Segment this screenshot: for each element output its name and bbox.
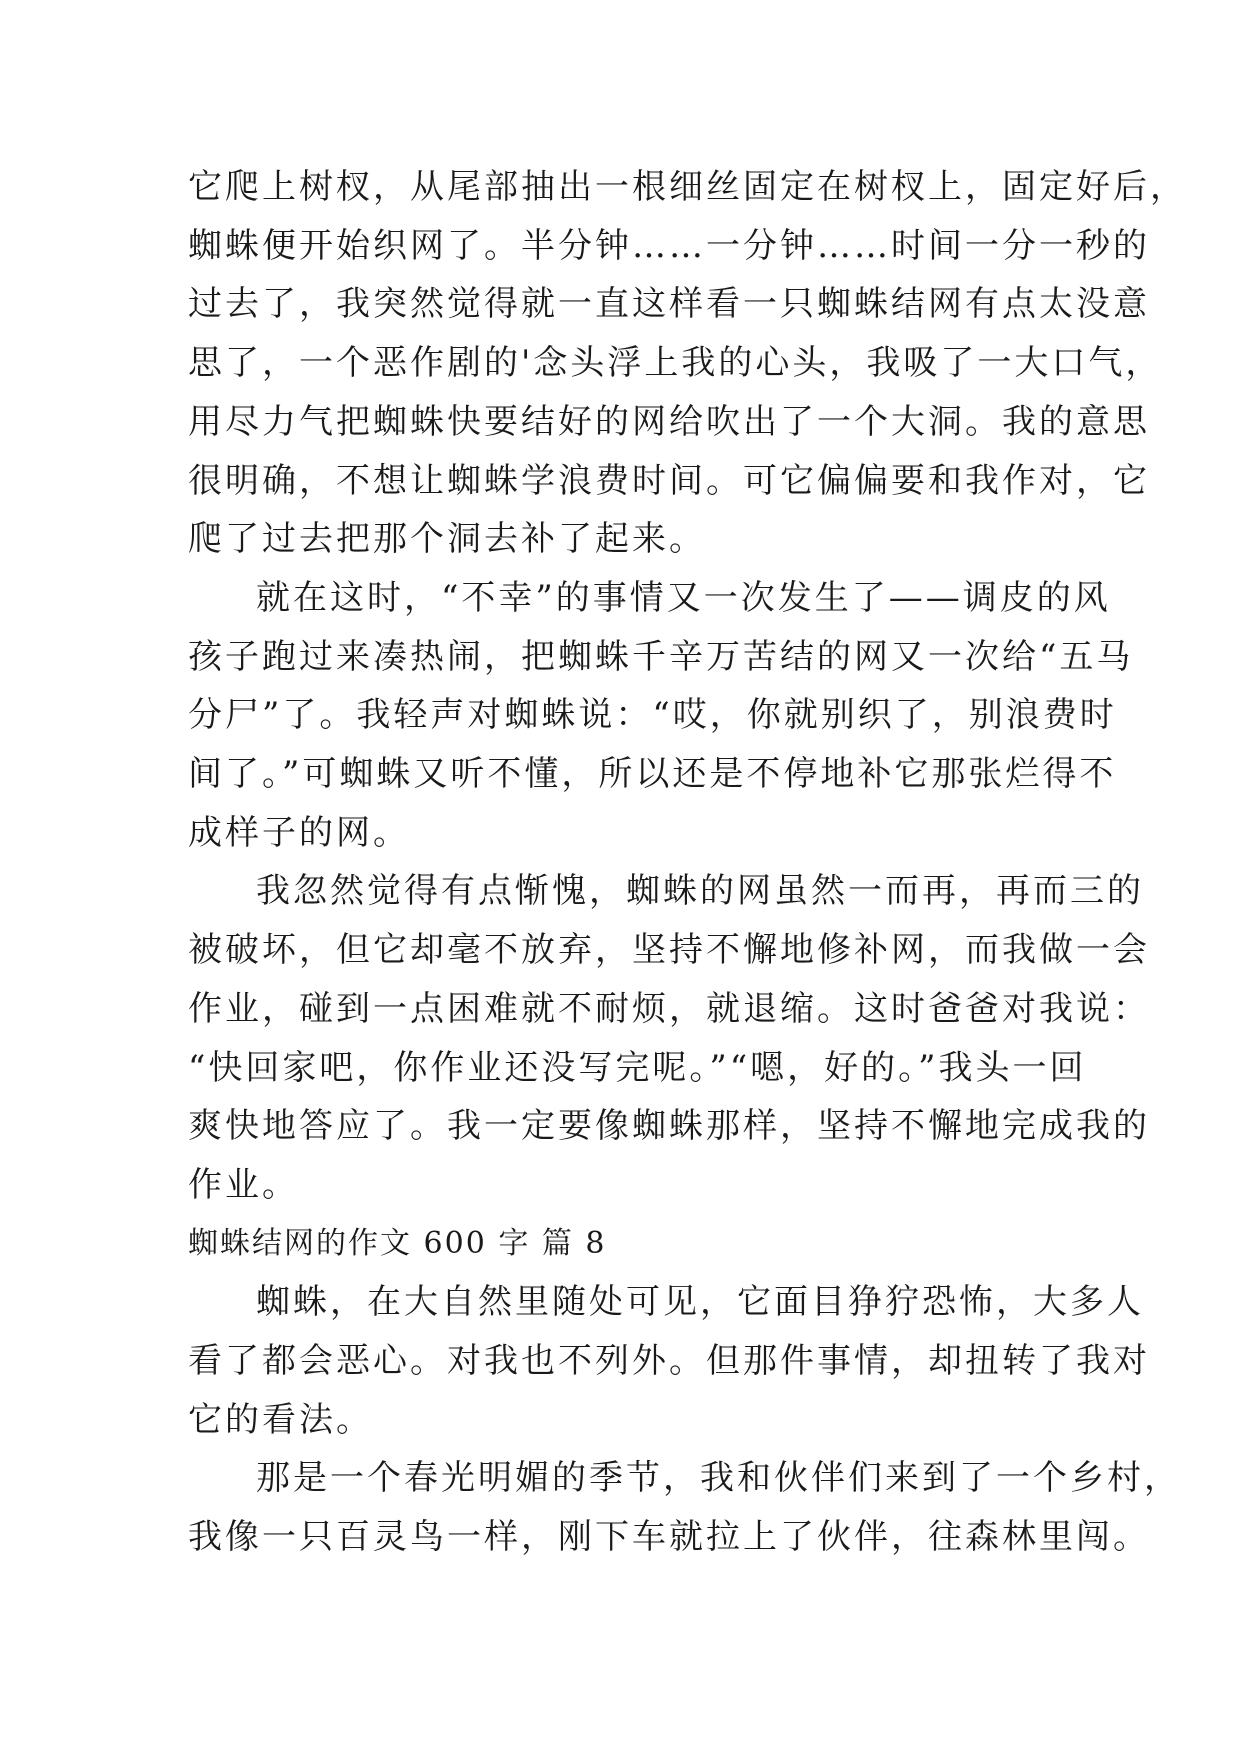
paragraph-2 — [188, 569, 1134, 863]
text-line: 成样子的网。 — [188, 812, 410, 853]
text-line: 很明确，不想让蜘蛛学浪费时间。可它偏偏要和我作对，它 — [188, 460, 1150, 501]
paragraph-1 — [188, 158, 1187, 569]
document-body — [188, 158, 1187, 1567]
paragraph-5 — [188, 1449, 1181, 1566]
text-line: “快回家吧，你作业还没写完呢。”“嗯，好的。”我头一回 — [188, 1047, 1087, 1088]
text-line: 就在这时，“不幸”的事情又一次发生了——调皮的风 — [256, 577, 1111, 618]
text-line: 孩子跑过来凑热闹，把蜘蛛千辛万苦结的网又一次给“五马 — [188, 636, 1134, 677]
text-line: 作业，碰到一点困难就不耐烦，就退缩。这时爸爸对我说： — [188, 988, 1150, 1029]
text-line: 用尽力气把蜘蛛快要结好的网给吹出了一个大洞。我的意思 — [188, 401, 1150, 442]
text-line: 被破坏，但它却毫不放弃，坚持不懈地修补网，而我做一会 — [188, 930, 1150, 971]
text-line: 爽快地答应了。我一定要像蜘蛛那样，坚持不懈地完成我的 — [188, 1106, 1150, 1147]
paragraph-4 — [188, 1273, 1150, 1449]
text-line: 间了。”可蜘蛛又听不懂，所以还是不停地补它那张烂得不 — [188, 754, 1117, 795]
paragraph-3 — [188, 862, 1150, 1214]
text-line: 作业。 — [188, 1164, 299, 1205]
text-line: 蜘蛛，在大自然里随处可见，它面目狰狞恐怖，大多人 — [256, 1282, 1144, 1323]
section-heading: 蜘蛛结网的作文 600 字 篇 8 — [188, 1225, 607, 1261]
text-line: 我像一只百灵鸟一样，刚下车就拉上了伙伴，往森林里闯。 — [188, 1517, 1150, 1558]
text-line: 思了，一个恶作剧的'念头浮上我的心头，我吸了一大口气， — [188, 343, 1163, 384]
text-line: 过去了，我突然觉得就一直这样看一只蜘蛛结网有点太没意 — [188, 284, 1150, 325]
text-line: 分尸”了。我轻声对蜘蛛说：“哎，你就别织了，别浪费时 — [188, 695, 1117, 736]
text-line: 爬了过去把那个洞去补了起来。 — [188, 519, 706, 560]
text-line: 它的看法。 — [188, 1399, 373, 1440]
text-line: 我忽然觉得有点惭愧，蜘蛛的网虽然一而再，再而三的 — [256, 871, 1144, 912]
text-line: 那是一个春光明媚的季节，我和伙伴们来到了一个乡村， — [256, 1458, 1181, 1499]
text-line: 看了都会恶心。对我也不列外。但那件事情，却扭转了我对 — [188, 1341, 1150, 1382]
text-line: 蜘蛛便开始织网了。半分钟……一分钟……时间一分一秒的 — [188, 225, 1150, 266]
text-line: 它爬上树杈，从尾部抽出一根细丝固定在树杈上，固定好后， — [188, 167, 1187, 207]
